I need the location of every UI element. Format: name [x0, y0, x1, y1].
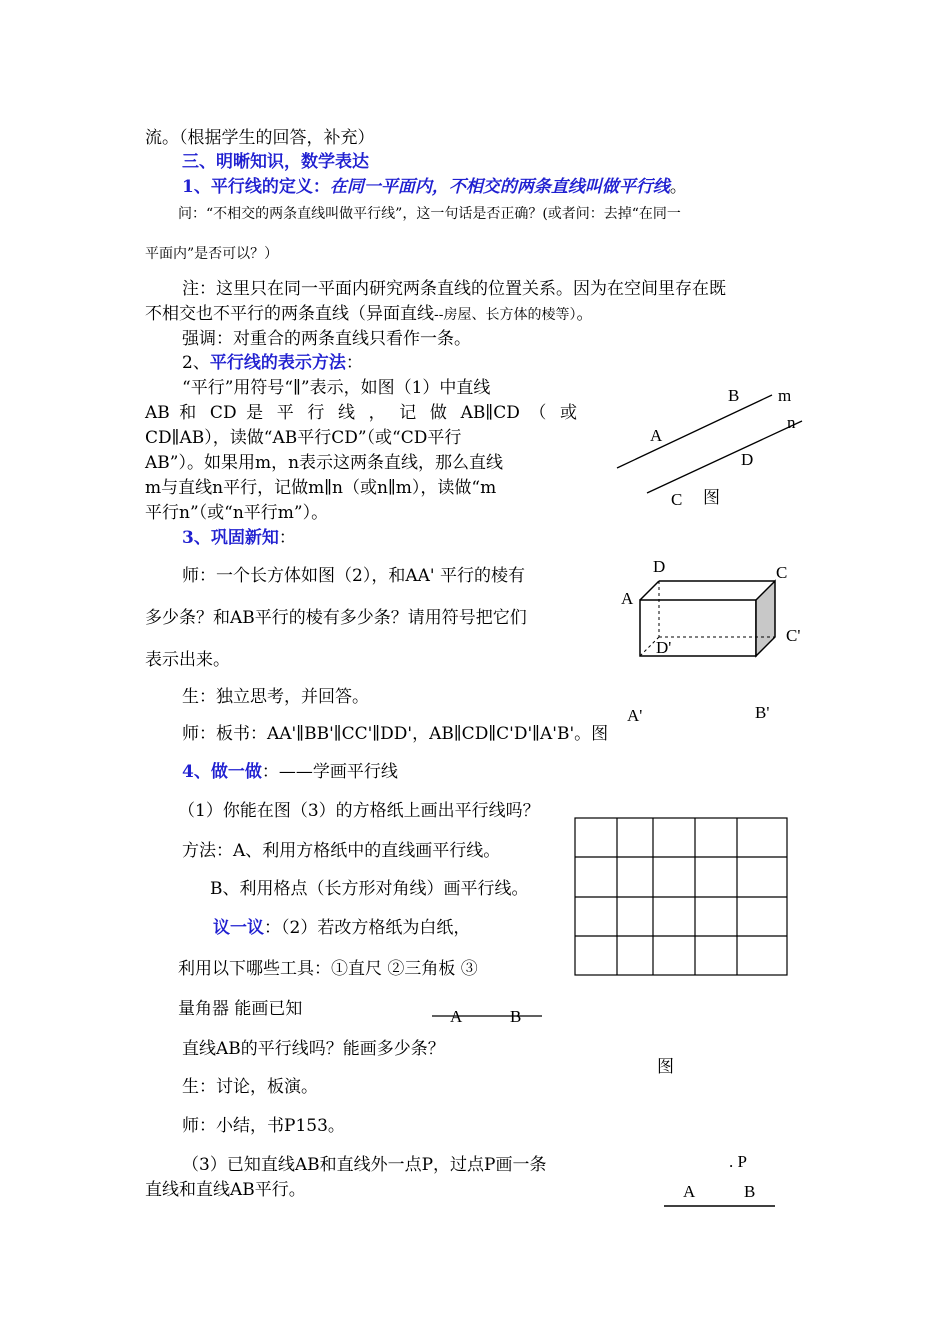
rep-line-6: 平行n”（或“n平行m”）。	[145, 503, 329, 523]
note-text: 不相交也不平行的两条直线（异面直线	[145, 304, 434, 324]
consolidate-title: 3、巩固新知	[182, 528, 279, 548]
fig3-label-a: A	[450, 1007, 463, 1026]
definition-label: 1、平行线的定义：	[182, 177, 330, 197]
fig2-label-c: C	[776, 563, 788, 582]
fig2-label-d-prime: D'	[656, 638, 672, 657]
heading-text: 平行线的表示方法	[209, 353, 346, 373]
discuss-text: ：（2）若改方格纸为白纸，	[264, 918, 471, 938]
consolidate-colon: ：	[278, 528, 296, 548]
fig1-label-a: A	[650, 426, 663, 445]
teacher-line-2: 多少条？和AB平行的棱有多少条？请用符号把它们	[145, 608, 527, 628]
fig2-label-c-prime: C'	[786, 626, 801, 645]
fig2-label-d: D	[653, 557, 666, 576]
fig1-label-c: C	[671, 490, 683, 509]
point-line-1: （3）已知直线AB和直线外一点P，过点P画一条	[182, 1155, 547, 1175]
student-line-1: 生：独立思考，并回答。	[182, 687, 369, 707]
student-line-2: 生：讨论，板演。	[182, 1077, 318, 1097]
discuss-title: 议一议	[213, 918, 264, 938]
definition-end: 。	[669, 177, 687, 197]
do-line-1: （1）你能在图（3）的方格纸上画出平行线吗？	[178, 801, 540, 821]
fig2-label-a-prime: A'	[627, 706, 643, 725]
fig2-label-b-prime: B'	[755, 703, 770, 722]
do-subtitle: ：——学画平行线	[261, 762, 398, 782]
point-line-2: 直线和直线AB平行。	[145, 1180, 306, 1200]
rep-line-1: “平行”用符号“∥”表示，如图（1）中直线	[182, 378, 491, 398]
teacher-line-3: 表示出来。	[145, 650, 230, 670]
fig2-edge-top-left	[640, 581, 659, 600]
fig1-label-d: D	[741, 450, 754, 469]
fig1-label-n: n	[787, 413, 796, 432]
fig1-label-b: B	[728, 386, 740, 405]
note-example: --房屋、长方体的棱等）	[434, 307, 577, 323]
do-line-7: 直线AB的平行线吗？能画多少条？	[182, 1039, 445, 1059]
do-line-6: 量角器 能画已知	[178, 999, 303, 1019]
do-line-3: B、利用格点（长方形对角线）画平行线。	[210, 879, 529, 899]
text-line-1: 流。（根据学生的回答，补充）	[145, 128, 375, 148]
teacher-board-line: 师：板书：AA'∥BB'∥CC'∥DD'，AB∥CD∥C'D'∥A'B'。图	[182, 724, 609, 744]
section-heading-3: 三、明晰知识，数学表达	[182, 152, 369, 172]
note-end: 。	[576, 304, 594, 324]
heading-colon: ：	[345, 353, 363, 373]
definition-text: 在同一平面内，不相交的两条直线叫做平行线	[329, 177, 670, 197]
emphasis-line: 强调：对重合的两条直线只看作一条。	[182, 329, 471, 349]
fig1-line-n	[647, 421, 802, 493]
rep-line-4: AB”）。如果用m，n表示这两条直线，那么直线	[145, 453, 504, 473]
heading-number: 2、	[182, 353, 210, 373]
fig4-label-a: A	[683, 1182, 696, 1201]
rep-line-3: CD∥AB），读做“AB平行CD”（或“CD平行	[145, 428, 462, 448]
question-line-2: 平面内”是否可以？）	[145, 246, 279, 262]
do-line-2: 方法：A、利用方格纸中的直线画平行线。	[182, 841, 501, 861]
fig1-caption: 图	[703, 488, 720, 507]
fig2-label-a: A	[621, 589, 634, 608]
fig2-right-face	[756, 581, 775, 656]
rep-line-5: m与直线n平行，记做m∥n（或n∥m），读做“m	[145, 478, 497, 498]
fig1-label-m: m	[778, 386, 792, 405]
teacher-summary-line: 师：小结，书P153。	[182, 1116, 345, 1136]
question-line-1: 问：“不相交的两条直线叫做平行线”，这一句话是否正确？(或者问：去掉“在同一	[178, 206, 681, 222]
do-line-5: 利用以下哪些工具：①直尺 ②三角板 ③	[178, 959, 478, 979]
rep-line-2-text: AB 和 CD 是 平 行 线 ， 记 做 AB∥CD （ 或	[145, 403, 577, 423]
fig3-label-b: B	[510, 1007, 522, 1026]
do-title: 4、做一做	[182, 762, 262, 782]
fig3-caption: 图	[657, 1057, 674, 1076]
fig4-label-p: . P	[729, 1152, 747, 1171]
fig3-grid	[575, 818, 787, 975]
teacher-line-1: 师：一个长方体如图（2），和AA' 平行的棱有	[182, 566, 525, 586]
fig4-label-b: B	[744, 1182, 756, 1201]
note-line-1: 注：这里只在同一平面内研究两条直线的位置关系。因为在空间里存在既	[182, 279, 726, 299]
